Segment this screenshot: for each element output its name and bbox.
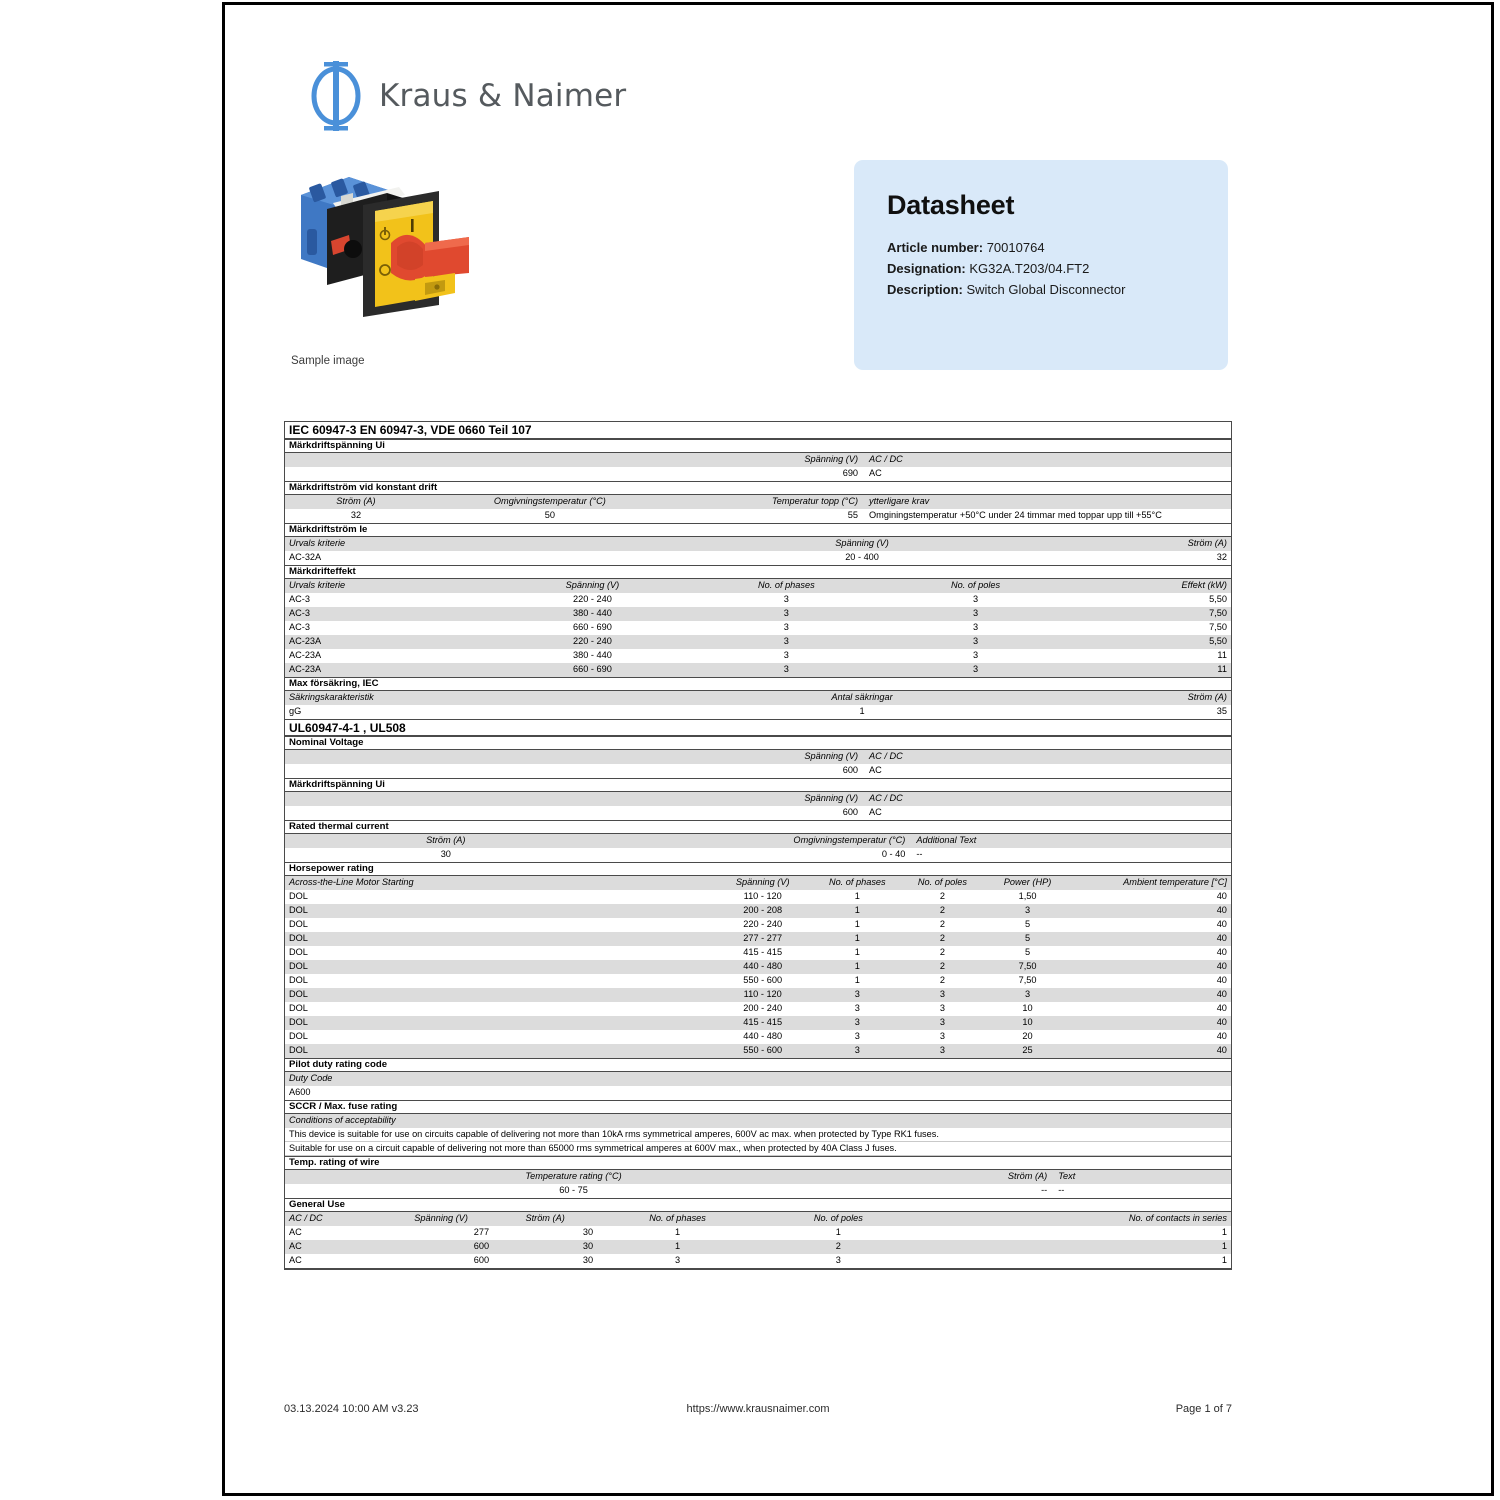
- cell-phases: 3: [854, 1003, 860, 1014]
- col-fuse-characteristic-label: Säkringskarakteristik: [289, 692, 374, 703]
- cell-criteria: AC-3: [289, 608, 310, 619]
- col-motor-starting-label: Across-the-Line Motor Starting: [289, 877, 414, 888]
- horsepower-rows: [285, 890, 1231, 1058]
- col-voltage-label: Spänning (V): [804, 751, 859, 762]
- table-row: [285, 1030, 1231, 1044]
- cell-ambient-temp: 40: [1216, 947, 1227, 958]
- cell-poles: 3: [972, 636, 979, 647]
- cell-motor-starting: DOL: [289, 975, 308, 986]
- cell-power: 7,50: [1209, 622, 1227, 633]
- cell-poles: 3: [939, 1045, 945, 1056]
- cell-ambient-temp: 40: [1216, 933, 1227, 944]
- cell-phases: 1: [854, 919, 860, 930]
- cell-extra: Omginingstemperatur +50°C under 24 timmar med toppar upp till +55°C: [869, 510, 1162, 521]
- cell-phases: 3: [783, 650, 789, 661]
- cell-voltage: 220 - 240: [573, 636, 612, 647]
- cell-peak: 55: [847, 510, 859, 521]
- cell-motor-starting: DOL: [289, 919, 308, 930]
- cell-motor-starting: DOL: [289, 891, 308, 902]
- col-ambient-label: Omgivningstemperatur (°C): [493, 496, 606, 507]
- cell-phases: 3: [783, 608, 789, 619]
- cell-power: 11: [1217, 664, 1227, 675]
- col-additional-text-label: Additional Text: [916, 835, 977, 846]
- cell-power: 11: [1217, 650, 1227, 661]
- effekt-rows: [285, 593, 1231, 677]
- cell-power: 7,50: [1209, 608, 1227, 619]
- table-header-row: [285, 1212, 1231, 1226]
- cell-voltage: 600: [473, 1255, 490, 1266]
- cell-phases: 1: [854, 891, 860, 902]
- table-header-row: [285, 453, 1231, 467]
- table-row: [285, 1254, 1231, 1268]
- cell-voltage: 220 - 240: [743, 919, 783, 930]
- specification-table: [284, 421, 1232, 1270]
- cell-text: --: [1058, 1185, 1065, 1196]
- col-text-label: Text: [1058, 1171, 1076, 1182]
- section-header-general-use: General Use: [285, 1198, 1231, 1212]
- cell-ambient-temp: 40: [1216, 905, 1227, 916]
- sccr-condition-line: Suitable for use on a circuit capable of delivering not more than 65000 rms symmetrical amperes at 600V max., when protected by 40A Class J fuses.: [285, 1142, 1231, 1156]
- table-row: [285, 705, 1231, 719]
- cell-poles: 2: [939, 933, 945, 944]
- section-header-nominal-voltage: Nominal Voltage: [285, 736, 1231, 750]
- cell-phases: 1: [854, 961, 860, 972]
- cell-ambient: 50: [544, 510, 555, 521]
- product-image: [287, 165, 517, 330]
- cell-current: 30: [440, 849, 451, 860]
- cell-criteria: AC-23A: [289, 664, 322, 675]
- table-row: [285, 649, 1231, 663]
- cell-criteria: AC-23A: [289, 650, 322, 661]
- table-row: [285, 1002, 1231, 1016]
- col-acdc-label: AC / DC: [869, 454, 903, 465]
- cell-voltage: 415 - 415: [743, 1017, 783, 1028]
- cell-motor-starting: DOL: [289, 933, 308, 944]
- col-power-label: Effekt (kW): [1181, 580, 1227, 591]
- cell-voltage: 440 - 480: [743, 961, 783, 972]
- cell-voltage: 660 - 690: [573, 664, 612, 675]
- cell-poles: 3: [939, 1031, 945, 1042]
- table-row: [285, 1240, 1231, 1254]
- cell-power-hp: 25: [1022, 1045, 1033, 1056]
- section-header-horsepower-rating: Horsepower rating: [285, 862, 1231, 876]
- table-header-row: [285, 579, 1231, 593]
- table-row: [285, 1226, 1231, 1240]
- cell-poles: 2: [939, 961, 945, 972]
- cell-phases: 3: [783, 664, 789, 675]
- cell-fuse-count: 1: [859, 706, 865, 717]
- table-row: [285, 764, 1231, 778]
- cell-voltage: 200 - 208: [743, 905, 783, 916]
- col-phases-label: No. of phases: [828, 877, 886, 888]
- cell-motor-starting: DOL: [289, 989, 308, 1000]
- cell-voltage: 20 - 400: [845, 552, 879, 563]
- cell-motor-starting: DOL: [289, 961, 308, 972]
- description-label: Description:: [887, 282, 963, 298]
- col-peak-label: Temperatur topp (°C): [771, 496, 859, 507]
- cell-power-hp: 10: [1022, 1003, 1033, 1014]
- cell-additional-text: --: [916, 849, 923, 860]
- table-row: [285, 467, 1231, 481]
- col-criteria-label: Urvals kriterie: [289, 538, 346, 549]
- cell-poles: 1: [835, 1227, 841, 1238]
- article-number-label: Article number:: [887, 240, 984, 255]
- cell-poles: 3: [939, 1003, 945, 1014]
- cell-voltage: 600: [842, 765, 859, 776]
- table-row: [285, 635, 1231, 649]
- col-current-label: Ström (A): [1187, 692, 1227, 703]
- article-number-line: [887, 237, 1228, 258]
- cell-motor-starting: DOL: [289, 947, 308, 958]
- cell-phases: 3: [783, 636, 789, 647]
- col-voltage-label: Spänning (V): [804, 454, 859, 465]
- table-row: [285, 621, 1231, 635]
- section-header-ui: Märkdriftspänning Ui: [285, 439, 1231, 453]
- cell-motor-starting: DOL: [289, 1003, 308, 1014]
- cell-poles: 3: [835, 1255, 841, 1266]
- cell-voltage: 110 - 120: [743, 989, 782, 1000]
- footer-url[interactable]: https://www.krausnaimer.com: [686, 1403, 830, 1415]
- col-phases-label: No. of phases: [649, 1213, 706, 1224]
- cell-voltage: 600: [473, 1241, 490, 1252]
- table-row: [285, 946, 1231, 960]
- table-header-row: [285, 876, 1231, 890]
- cell-power: 5,50: [1209, 636, 1227, 647]
- col-voltage-label: Spänning (V): [835, 538, 889, 549]
- table-header-row: [285, 691, 1231, 705]
- col-acdc-label: AC / DC: [869, 751, 903, 762]
- cell-phases: 1: [854, 975, 860, 986]
- article-number-value: 70010764: [986, 240, 1045, 255]
- cell-voltage: 380 - 440: [573, 608, 612, 619]
- cell-phases: 3: [854, 1017, 860, 1028]
- cell-current: 32: [350, 510, 362, 521]
- cell-voltage: 110 - 120: [743, 891, 782, 902]
- cell-poles: 2: [939, 891, 945, 902]
- col-voltage-label: Spänning (V): [414, 1213, 468, 1224]
- cell-ambient-temp: 40: [1216, 1045, 1227, 1056]
- col-duty-code-label: Duty Code: [289, 1073, 333, 1084]
- table-header-row: [285, 834, 1231, 848]
- cell-ambient-temp: 40: [1216, 989, 1227, 1000]
- table-row: [285, 607, 1231, 621]
- col-fuse-count-label: Antal säkringar: [831, 692, 893, 703]
- table-row: [285, 974, 1231, 988]
- cell-current: 30: [582, 1241, 594, 1252]
- table-row: [285, 1086, 1231, 1100]
- col-voltage-label: Spänning (V): [804, 793, 859, 804]
- cell-voltage: 690: [842, 468, 859, 479]
- description-value: Switch Global Disconnector: [966, 282, 1126, 298]
- cell-power-hp: 20: [1022, 1031, 1033, 1042]
- table-row: [285, 932, 1231, 946]
- cell-phases: 1: [854, 905, 860, 916]
- brand-header: [307, 60, 626, 132]
- table-row: [285, 1016, 1231, 1030]
- col-poles-label: No. of poles: [813, 1213, 863, 1224]
- cell-poles: 3: [972, 664, 979, 675]
- cell-contacts: 1: [1221, 1241, 1227, 1252]
- standard-title-iec: IEC 60947-3 EN 60947-3, VDE 0660 Teil 107: [285, 422, 1231, 439]
- datasheet-page: [222, 2, 1494, 1496]
- cell-phases: 3: [854, 989, 860, 1000]
- cell-ambient-temp: 40: [1216, 1031, 1227, 1042]
- cell-poles: 2: [835, 1241, 841, 1252]
- cell-phases: 3: [854, 1045, 860, 1056]
- cell-power-hp: 5: [1024, 933, 1031, 944]
- cell-acdc: AC: [869, 765, 882, 776]
- cell-voltage: 200 - 240: [743, 1003, 783, 1014]
- cell-phases: 3: [674, 1255, 681, 1266]
- cell-poles: 3: [972, 594, 979, 605]
- cell-power-hp: 10: [1022, 1017, 1033, 1028]
- cell-power-hp: 1,50: [1018, 891, 1037, 902]
- cell-voltage: 550 - 600: [743, 1045, 783, 1056]
- cell-voltage: 550 - 600: [743, 975, 783, 986]
- table-header-row: [285, 1170, 1231, 1184]
- col-temperature-rating-label: Temperature rating (°C): [525, 1171, 622, 1182]
- table-row: [285, 848, 1231, 862]
- section-header-rated-thermal-current: Rated thermal current: [285, 820, 1231, 834]
- cell-phases: 3: [854, 1031, 860, 1042]
- brand-name: Kraus & Naimer: [379, 78, 627, 114]
- table-row: [285, 509, 1231, 523]
- col-poles-label: No. of poles: [917, 877, 967, 888]
- cell-power-hp: 7,50: [1018, 961, 1037, 972]
- datasheet-meta: [887, 237, 1228, 300]
- cell-power: 5,50: [1209, 594, 1227, 605]
- col-contacts-label: No. of contacts in series: [1128, 1213, 1227, 1224]
- cell-fuse-characteristic: gG: [289, 706, 302, 717]
- table-header-row: [285, 1114, 1231, 1128]
- sccr-condition-line: This device is suitable for use on circuits capable of delivering not more than 10kA rms symmetrical amperes, 600V ac max. when protected by Type RK1 fuses.: [285, 1128, 1231, 1142]
- standard-title-ul: UL60947-4-1 , UL508: [285, 719, 1231, 736]
- cell-temperature-rating: 60 - 75: [559, 1185, 588, 1196]
- cell-power-hp: 3: [1024, 905, 1031, 916]
- cell-motor-starting: DOL: [289, 1031, 308, 1042]
- cell-poles: 2: [939, 975, 945, 986]
- cell-voltage: 440 - 480: [743, 1031, 783, 1042]
- cell-current: 30: [582, 1227, 594, 1238]
- datasheet-title: Datasheet: [887, 190, 1015, 220]
- general-use-rows: [285, 1226, 1231, 1268]
- table-row: [285, 904, 1231, 918]
- cell-current: 30: [582, 1255, 594, 1266]
- footer-timestamp: 03.13.2024 10:00 AM v3.23: [284, 1403, 419, 1415]
- section-header-max-fuse: Max försäkring, IEC: [285, 677, 1231, 691]
- cell-current: 35: [1216, 706, 1227, 717]
- table-row: [285, 988, 1231, 1002]
- col-extra-label: ytterligare krav: [869, 496, 930, 507]
- col-voltage-label: Spänning (V): [565, 580, 620, 591]
- table-row: [285, 960, 1231, 974]
- cell-phases: 1: [674, 1241, 681, 1252]
- col-current-label: Ström (A): [1007, 1171, 1048, 1182]
- col-current-label: Ström (A): [426, 835, 466, 846]
- table-row: [285, 663, 1231, 677]
- col-voltage-label: Spänning (V): [735, 877, 790, 888]
- table-header-row: [285, 495, 1231, 509]
- cell-criteria: AC-32A: [289, 552, 322, 563]
- cell-contacts: 1: [1221, 1255, 1227, 1266]
- table-row: [285, 1184, 1231, 1198]
- table-row: [285, 551, 1231, 565]
- cell-ambient-temp: 40: [1216, 1003, 1227, 1014]
- table-header-row: [285, 750, 1231, 764]
- cell-power-hp: 3: [1024, 989, 1031, 1000]
- cell-phases: 1: [854, 947, 860, 958]
- table-header-row: [285, 1072, 1231, 1086]
- datasheet-info-card: [854, 160, 1228, 370]
- col-poles-label: No. of poles: [951, 580, 1001, 591]
- col-current-label: Ström (A): [336, 496, 376, 507]
- cell-motor-starting: DOL: [289, 1017, 308, 1028]
- cell-poles: 3: [939, 1017, 945, 1028]
- cell-current: 32: [1216, 552, 1227, 563]
- cell-acdc: AC: [289, 1227, 302, 1238]
- cell-voltage: 600: [842, 807, 859, 818]
- col-acdc-label: AC / DC: [289, 1213, 323, 1224]
- cell-motor-starting: DOL: [289, 1045, 308, 1056]
- col-conditions-label: Conditions of acceptability: [289, 1115, 396, 1126]
- col-phases-label: No. of phases: [758, 580, 815, 591]
- cell-voltage: 277: [473, 1227, 490, 1238]
- cell-current: --: [1041, 1185, 1048, 1196]
- cell-voltage: 415 - 415: [743, 947, 783, 958]
- col-acdc-label: AC / DC: [869, 793, 903, 804]
- cell-ambient-temp: 40: [1216, 961, 1227, 972]
- cell-voltage: 660 - 690: [573, 622, 612, 633]
- cell-voltage: 277 - 277: [743, 933, 783, 944]
- cell-acdc: AC: [869, 468, 882, 479]
- cell-poles: 3: [972, 650, 979, 661]
- cell-phases: 1: [674, 1227, 681, 1238]
- cell-ambient-temp: 40: [1216, 919, 1227, 930]
- section-header-sccr: SCCR / Max. fuse rating: [285, 1100, 1231, 1114]
- cell-power-hp: 5: [1024, 919, 1031, 930]
- cell-voltage: 380 - 440: [573, 650, 612, 661]
- col-ambient-label: Omgivningstemperatur (°C): [793, 835, 906, 846]
- designation-value: KG32A.T203/04.FT2: [969, 261, 1090, 277]
- cell-poles: 3: [972, 622, 979, 633]
- section-header-konstant-drift: Märkdriftström vid konstant drift: [285, 481, 1231, 495]
- cell-poles: 3: [972, 608, 979, 619]
- col-ambient-temp-label: Ambient temperature [°C]: [1123, 877, 1227, 888]
- table-header-row: [285, 792, 1231, 806]
- table-row: [285, 593, 1231, 607]
- section-header-temp-rating-wire: Temp. rating of wire: [285, 1156, 1231, 1170]
- section-header-effekt: Märkdrifteffekt: [285, 565, 1231, 579]
- footer-page-number: Page 1 of 7: [1175, 1403, 1232, 1415]
- cell-phases: 1: [854, 933, 860, 944]
- cell-criteria: AC-3: [289, 622, 310, 633]
- col-criteria-label: Urvals kriterie: [289, 580, 346, 591]
- cell-ambient: 0 - 40: [881, 849, 906, 860]
- table-row: [285, 918, 1231, 932]
- cell-phases: 3: [783, 594, 789, 605]
- cell-poles: 2: [939, 919, 945, 930]
- sample-image-caption: Sample image: [291, 355, 365, 367]
- cell-ambient-temp: 40: [1216, 975, 1227, 986]
- cell-contacts: 1: [1221, 1227, 1227, 1238]
- table-row: [285, 1044, 1231, 1058]
- cell-ambient-temp: 40: [1216, 891, 1227, 902]
- cell-acdc: AC: [289, 1255, 302, 1266]
- cell-poles: 2: [939, 947, 945, 958]
- cell-motor-starting: DOL: [289, 905, 308, 916]
- table-row: [285, 890, 1231, 904]
- section-header-ui-ul: Märkdriftspänning Ui: [285, 778, 1231, 792]
- designation-label: Designation:: [887, 261, 966, 277]
- cell-phases: 3: [783, 622, 789, 633]
- section-header-pilot-duty: Pilot duty rating code: [285, 1058, 1231, 1072]
- cell-criteria: AC-3: [289, 594, 310, 605]
- section-header-ie: Märkdriftström Ie: [285, 523, 1231, 537]
- description-line: [887, 279, 1228, 300]
- table-row: [285, 806, 1231, 820]
- designation-line: [887, 258, 1228, 279]
- table-header-row: [285, 537, 1231, 551]
- col-current-label: Ström (A): [525, 1213, 565, 1224]
- page-footer: [284, 1401, 1232, 1417]
- cell-poles: 2: [939, 905, 945, 916]
- cell-power-hp: 7,50: [1018, 975, 1037, 986]
- cell-voltage: 220 - 240: [573, 594, 612, 605]
- cell-duty-code: A600: [289, 1087, 311, 1098]
- kraus-naimer-phi-logo-icon: [307, 60, 365, 132]
- col-current-label: Ström (A): [1187, 538, 1227, 549]
- cell-criteria: AC-23A: [289, 636, 322, 647]
- col-power-hp-label: Power (HP): [1003, 877, 1052, 888]
- cell-power-hp: 5: [1024, 947, 1031, 958]
- cell-ambient-temp: 40: [1216, 1017, 1227, 1028]
- cell-acdc: AC: [869, 807, 882, 818]
- cell-poles: 3: [939, 989, 945, 1000]
- cell-acdc: AC: [289, 1241, 302, 1252]
